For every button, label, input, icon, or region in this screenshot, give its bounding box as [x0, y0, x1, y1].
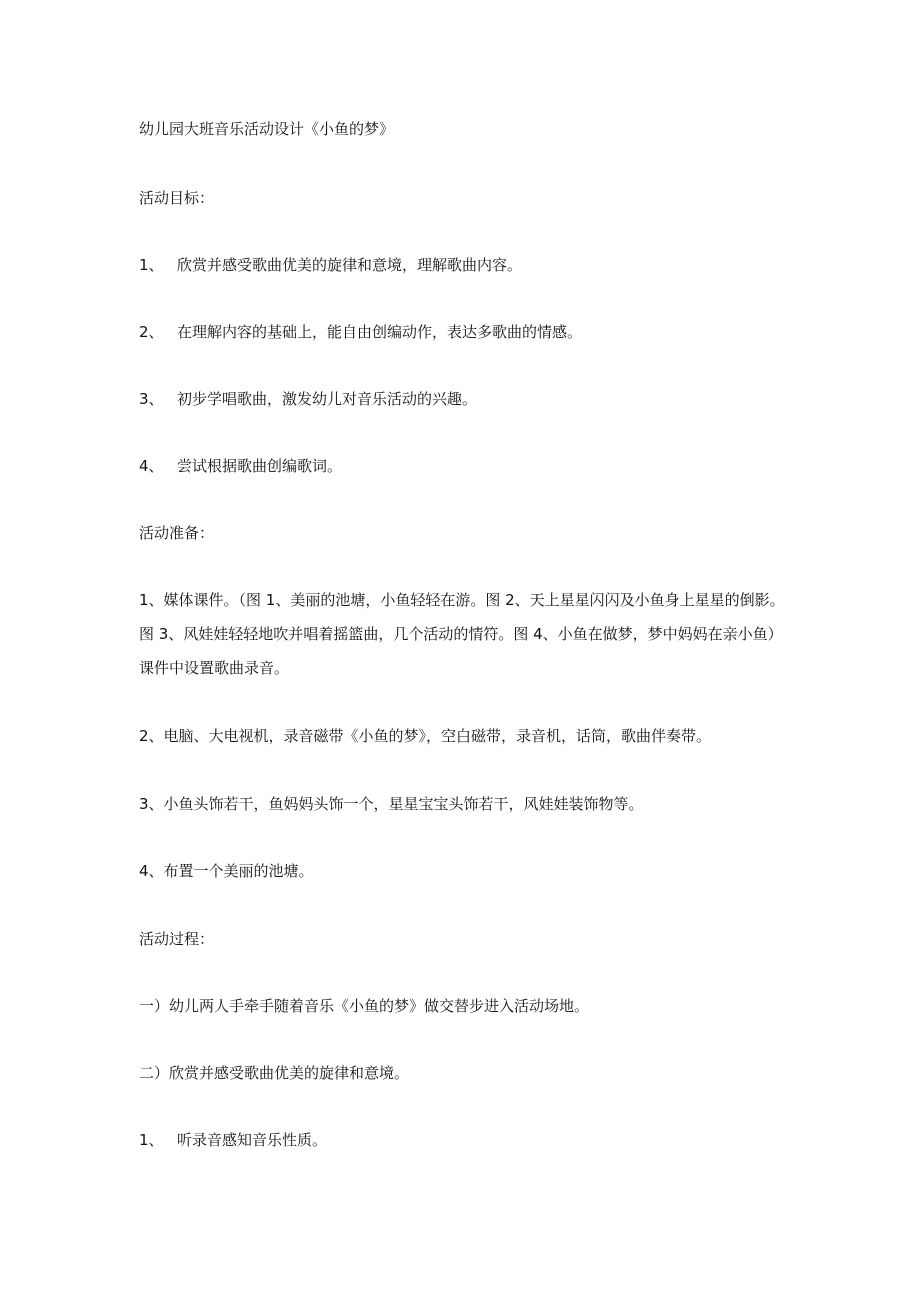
prep-item-2: 2、电脑、大电视机，录音磁带《小鱼的梦》，空白磁带，录音机，话筒，歌曲伴奏带。: [139, 727, 712, 745]
substep-text: 听录音感知音乐性质。: [177, 1131, 328, 1149]
goal-item-2: [139, 322, 789, 342]
goal-text: 在理解内容的基础上，能自由创编动作，表达多歌曲的情感。: [177, 323, 583, 341]
goal-number: 2、: [139, 323, 164, 341]
document-title: 幼儿园大班音乐活动设计《小鱼的梦》: [139, 120, 395, 138]
goal-item-3: [139, 389, 789, 409]
prep-item-3: 3、小鱼头饰若干，鱼妈妈头饰一个，星星宝宝头饰若干，风娃娃装饰物等。: [139, 795, 644, 813]
goal-item-4: [139, 456, 789, 476]
prep-item-1: 1、媒体课件。（图 1、美丽的池塘，小鱼轻轻在游。图 2、天上星星闪闪及小鱼身上星星的倒影。图 3、风娃娃轻轻地吹并唱着摇篮曲，几个活动的情符。图 4、小鱼在做梦，梦中妈妈在亲小鱼）课件中设置歌曲录音。: [139, 591, 785, 677]
process-heading: 活动过程：: [139, 930, 215, 948]
goal-number: 4、: [139, 457, 164, 475]
goal-text: 欣赏并感受歌曲优美的旋律和意境，理解歌曲内容。: [177, 256, 523, 274]
goal-number: 3、: [139, 390, 164, 408]
goal-number: 1、: [139, 256, 164, 274]
goal-text: 初步学唱歌曲，激发幼儿对音乐活动的兴趣。: [177, 390, 478, 408]
prep-heading: 活动准备：: [139, 524, 215, 542]
process-step-2: 二）欣赏并感受歌曲优美的旋律和意境。: [139, 1064, 410, 1082]
goals-heading: 活动目标：: [139, 189, 215, 207]
process-step-1: 一）幼儿两人手牵手随着音乐《小鱼的梦》做交替步进入活动场地。: [139, 997, 590, 1015]
goal-text: 尝试根据歌曲创编歌词。: [177, 457, 343, 475]
goal-item-1: [139, 255, 789, 275]
substep-number: 1、: [139, 1131, 164, 1149]
process-substep-1: [139, 1130, 789, 1150]
prep-item-4: 4、布置一个美丽的池塘。: [139, 862, 314, 880]
